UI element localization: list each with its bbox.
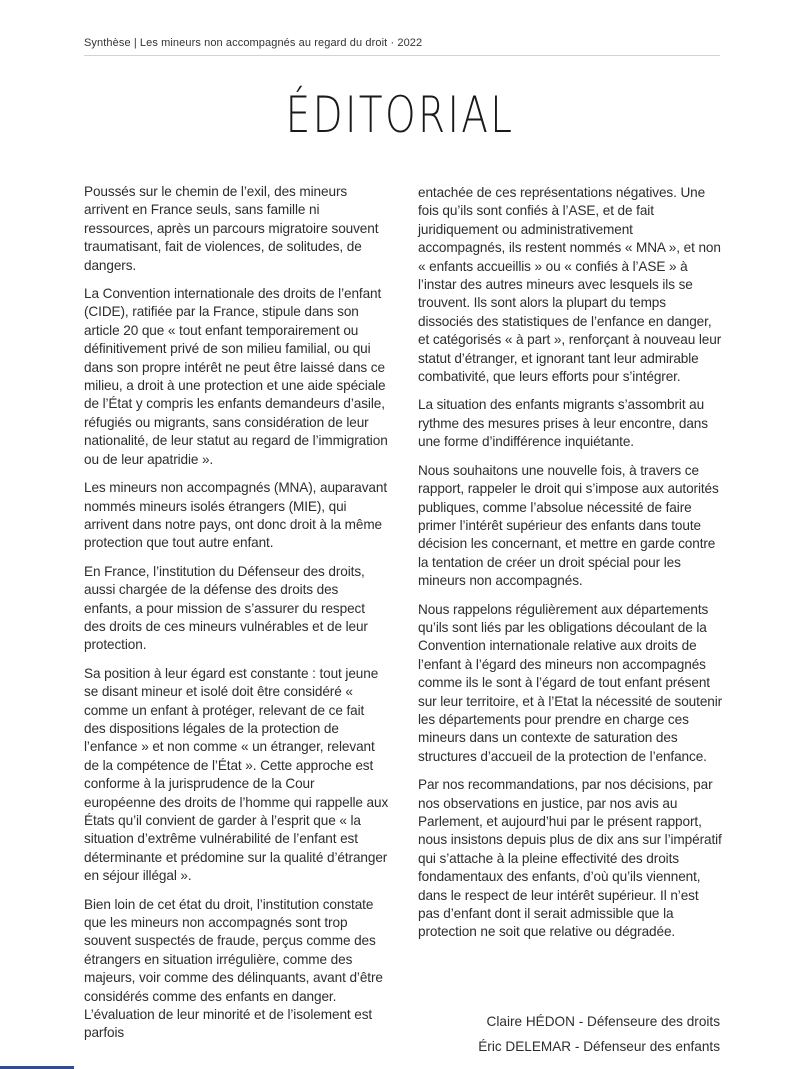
paragraph: La Convention internationale des droits de l’enfant (CIDE), ratifiée par la France, stipule dans son article 20 que « tout enfant temporairement ou définitivement privé de son milieu familial, ou qui dans son propre intérêt ne peut être laissé dans ce milieu, a droit à une protection et une aide spéciale de l’État y compris les enfants demandeurs d’asile, réfugiés ou migrants, sans considération de leur nationalité, de leur statut au regard de l’immigration ou de leur apatridie ». (84, 286, 388, 467)
left-column (84, 183, 389, 1053)
paragraph: Sa position à leur égard est constante : tout jeune se disant mineur et isolé doit être considéré « comme un enfant à protéger, relevant de ce fait des dispositions légales de la protection de l’enfance » et non comme « un étranger, relevant de la compétence de l’État ». Cette approche est conforme à la jurisprudence de la Cour européenne des droits de l’homme qui rappelle aux États qu’il convient de garder à l’esprit que « la situation d’extrême vulnérabilité de l’enfant est déterminante et prédomine sur la qualité d’étranger en séjour illégal ». (84, 665, 389, 884)
signature-name: Claire HÉDON (486, 1014, 575, 1029)
paragraph: Poussés sur le chemin de l’exil, des mineurs arrivent en France seuls, sans famille ni ressources, après un parcours migratoire souvent traumatisant, fait de violences, de solitudes, de dangers. (84, 184, 379, 273)
paragraph: Bien loin de cet état du droit, l’institution constate que les mineurs non accompagnés sont trop souvent suspectés de fraude, perçus comme des étrangers en situation irrégulière, comme des majeurs, voir comme des délinquants, avant d’être considérés comme des enfants en danger. L’évaluation de leur minorité et de l’isolement est parfois (84, 896, 383, 1041)
paragraph: entachée de ces représentations négatives. Une fois qu’ils sont confiés à l’ASE, et de fait juridiquement ou administrativement accompagnés, ils restent nommés « MNA », et non « enfants accueillis » ou « confiés à l’ASE » à l’instar des autres mineurs avec lesquels ils se trouvent. Ils sont alors la plupart du temps dissociés des statistiques de l’enfance en danger, et catégorisés « à part », renforçant à nouveau leur statut d’étranger, et ignorant tant leur admirable combativité, que leurs efforts pour s’intégrer. (418, 185, 722, 385)
paragraph: Nous souhaitons une nouvelle fois, à travers ce rapport, rappeler le droit qui s’impose aux autorités publiques, comme l’absolue nécessité de faire primer l’intérêt supérieur des enfants dans toute décision les concernant, et mettre en garde contre la tentation de créer un droit spécial pour les mineurs non accompagnés. (418, 462, 719, 589)
paragraph: En France, l’institution du Défenseur des droits, aussi chargée de la défense des droits des enfants, a pour mission de s’assurer du respect des droits de ces mineurs vulnérables et de leur protection. (84, 563, 368, 653)
paragraph: Par nos recommandations, par nos décisions, par nos observations en justice, par nos avis au Parlement, et aujourd’hui par le présent rapport, nous insistons depuis plus de dix ans sur l’impératif qui s’attache à la pleine effectivité des droits fondamentaux des enfants, d’où qu’ils viennent, dans le respect de leur intérêt supérieur. Il n’est pas d’enfant dont il serait admissible que la protection ne soit que relative ou dégradée. (418, 777, 722, 940)
running-header: Synthèse | Les mineurs non accompagnés au regard du droit · 2022 (84, 37, 423, 49)
signature-role: - Défenseur des enfants (571, 1039, 720, 1054)
page-title: ÉDITORIAL (285, 86, 515, 144)
signature-name: Éric DELEMAR (478, 1039, 572, 1054)
right-column (418, 184, 723, 952)
signature-delemar (478, 1039, 720, 1054)
signature-role: - Défenseure des droits (574, 1014, 720, 1029)
paragraph: Nous rappelons régulièrement aux départements qu’ils sont liés par les obligations découlant de la Convention internationale relative aux droits de l’enfant à l’égard des mineurs non accompagnés comme ils le sont à l’égard de tout enfant présent sur leur territoire, et à l’Etat la nécessité de soutenir les départements pour prendre en charge ces mineurs dans un contexte de saturation des structures d’accueil de la protection de l’enfance. (418, 601, 723, 764)
header-divider (84, 55, 720, 56)
signature-hedon (487, 1014, 720, 1029)
paragraph: La situation des enfants migrants s’assombrit au rythme des mesures prises à leur encontre, dans une forme d’indifférence inquiétante. (418, 397, 708, 450)
paragraph: Les mineurs non accompagnés (MNA), auparavant nommés mineurs isolés étrangers (MIE), qui arrivent dans notre pays, ont donc droit à la même protection que tout autre enfant. (84, 480, 388, 551)
